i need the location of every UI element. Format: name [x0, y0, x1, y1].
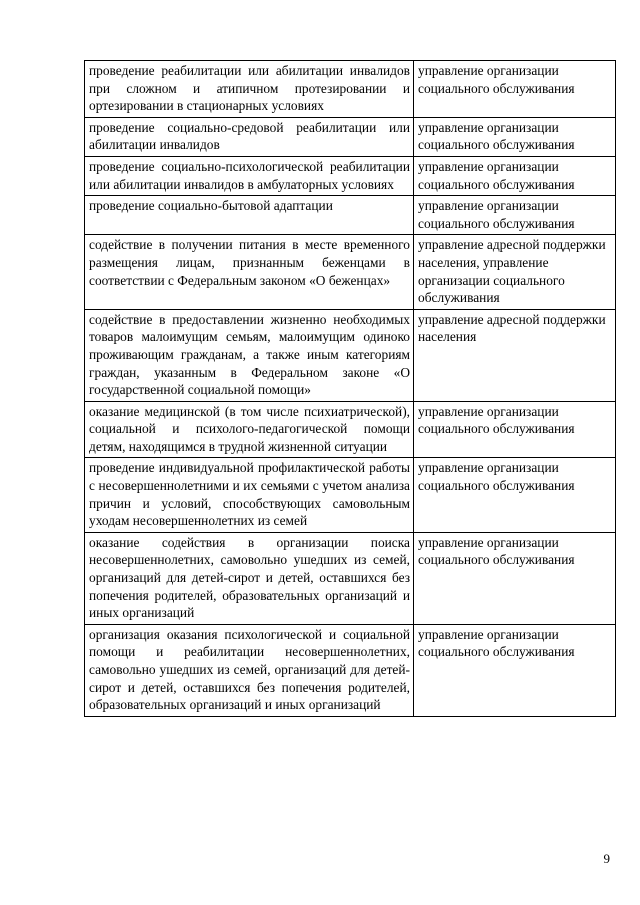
- responsible-cell: управление адресной поддержки населения, управление организации социального обслуживания: [414, 235, 616, 309]
- service-cell: содействие в предоставлении жизненно необходимых товаров малоимущим семьям, малоимущим одиноко проживающим гражданам, а также иным категориям граждан, указанным в Федеральном законе «О государственной социальной помощи»: [85, 309, 414, 401]
- responsible-cell: управление организации социального обслуживания: [414, 401, 616, 458]
- service-cell: оказание медицинской (в том числе психиатрической), социальной и психолого-педагогической помощи детям, находящимся в трудной жизненной ситуации: [85, 401, 414, 458]
- service-cell: оказание содействия в организации поиска несовершеннолетних, самовольно ушедших из семей, организаций для детей-сирот и детей, оставшихся без попечения родителей, образовательных организаций и иных организаций: [85, 532, 414, 624]
- service-cell: проведение социально-психологической реабилитации или абилитации инвалидов в амбулаторных условиях: [85, 156, 414, 195]
- table-row: [85, 458, 616, 532]
- services-table: [84, 60, 616, 717]
- responsible-cell: управление организации социального обслуживания: [414, 156, 616, 195]
- service-cell: организация оказания психологической и социальной помощи и реабилитации несовершеннолетних, самовольно ушедших из семей, организаций для детей-сирот и детей, оставшихся без попечения родителей, образовательных организаций и иных организаций: [85, 624, 414, 716]
- responsible-cell: управление организации социального обслуживания: [414, 196, 616, 235]
- table-row: [85, 624, 616, 716]
- table-row: [85, 309, 616, 401]
- table-row: [85, 61, 616, 118]
- responsible-cell: управление организации социального обслуживания: [414, 532, 616, 624]
- service-cell: проведение социально-бытовой адаптации: [85, 196, 414, 235]
- responsible-cell: управление организации социального обслуживания: [414, 117, 616, 156]
- page-number: 9: [603, 851, 610, 866]
- table-row: [85, 156, 616, 195]
- table-row: [85, 196, 616, 235]
- service-cell: проведение реабилитации или абилитации инвалидов при сложном и атипичном протезировании и ортезировании в стационарных условиях: [85, 61, 414, 118]
- table-row: [85, 401, 616, 458]
- service-cell: содействие в получении питания в месте временного размещения лицам, признанным беженцами в соответствии с Федеральным законом «О беженцах»: [85, 235, 414, 309]
- table-row: [85, 235, 616, 309]
- responsible-cell: управление адресной поддержки населения: [414, 309, 616, 401]
- responsible-cell: управление организации социального обслуживания: [414, 458, 616, 532]
- service-cell: проведение индивидуальной профилактической работы с несовершеннолетними и их семьями с учетом анализа причин и условий, способствующих самовольным уходам несовершеннолетних из семей: [85, 458, 414, 532]
- responsible-cell: управление организации социального обслуживания: [414, 61, 616, 118]
- table-row: [85, 532, 616, 624]
- responsible-cell: управление организации социального обслуживания: [414, 624, 616, 716]
- service-cell: проведение социально-средовой реабилитации или абилитации инвалидов: [85, 117, 414, 156]
- table-row: [85, 117, 616, 156]
